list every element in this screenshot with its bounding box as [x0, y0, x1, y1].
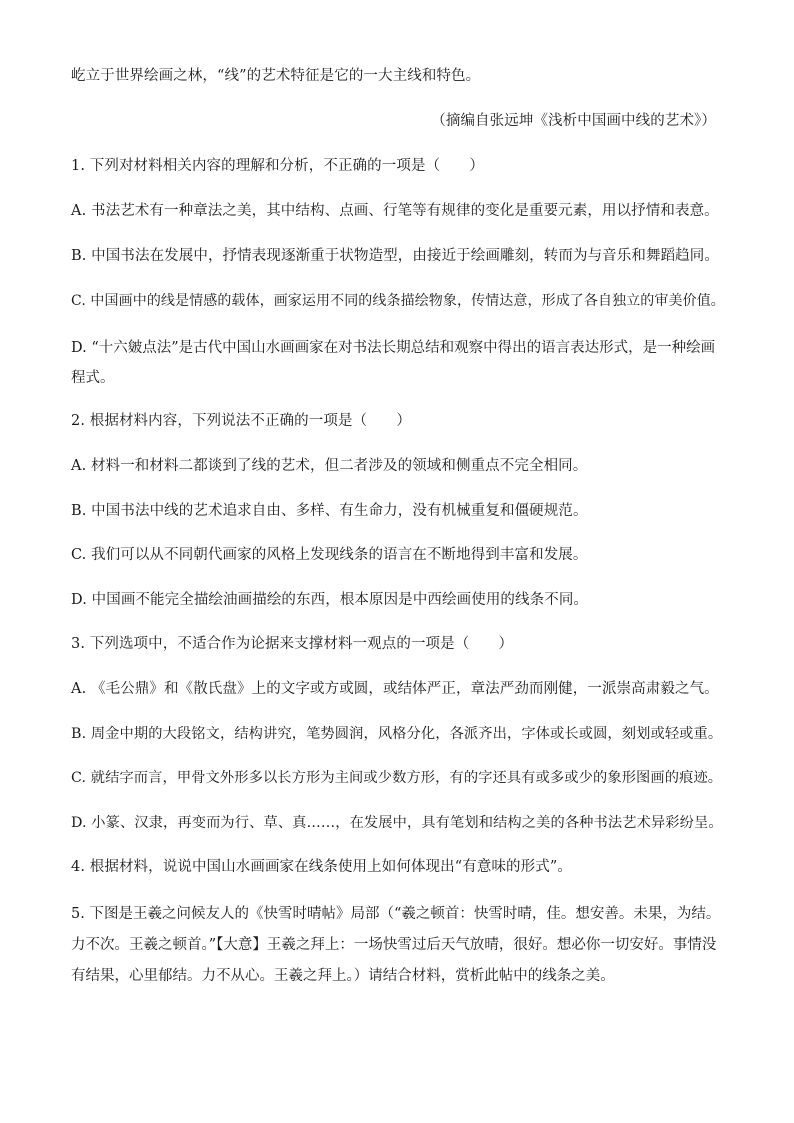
question-3-option-c: C. 就结字而言，甲骨文外形多以长方形为主间或少数方形，有的字还具有或多或少的象形图画的痕迹。: [71, 770, 723, 786]
question-2-stem: 2. 根据材料内容，下列说法不正确的一项是（ ）: [71, 413, 411, 429]
question-1-option-a: A. 书法艺术有一种章法之美，其中结构、点画、行笔等有规律的变化是重要元素，用以抒情和表意。: [71, 203, 719, 219]
question-1-stem: 1. 下列对材料相关内容的理解和分析，不正确的一项是（ ）: [71, 158, 484, 174]
question-2-option-a: A. 材料一和材料二都谈到了线的艺术，但二者涉及的领域和侧重点不完全相同。: [71, 458, 588, 474]
question-2-option-b: B. 中国书法中线的艺术追求自由、多样、有生命力，没有机械重复和僵硬规范。: [71, 503, 588, 519]
question-3-option-b: B. 周金中期的大段铭文，结构讲究，笔势圆润，风格分化，各派齐出，字体或长或圆，刻划或轻或重。: [71, 726, 723, 742]
intro-paragraph: 屹立于世界绘画之林，“线”的艺术特征是它的一大主线和特色。: [71, 68, 481, 84]
source-citation: （摘编自张远坤《浅析中国画中线的艺术》）: [431, 113, 716, 129]
question-1-option-d: D. “十六皴点法”是古代中国山水画画家在对书法长期总结和观察中得出的语言表达形式，是一种绘画程式。: [71, 340, 716, 386]
question-3-option-d: D. 小篆、汉隶，再变而为行、草、真……，在发展中，具有笔划和结构之美的各种书法艺术异彩纷呈。: [71, 815, 723, 831]
question-5-stem: 5. 下图是王羲之问候友人的《快雪时晴帖》局部（“羲之顿首：快雪时晴，佳。想安善。未果，为结。力不次。王羲之顿首。”【大意】王羲之拜上：一场快雪过后天气放晴，很好。想必你一切安好。事情没有结果，心里郁结。力不从心。王羲之拜上。）请结合材料，赏析此帖中的线条之美。: [71, 906, 721, 984]
question-3-stem: 3. 下列选项中，不适合作为论据来支撑材料一观点的一项是（ ）: [71, 636, 514, 652]
question-4-stem: 4. 根据材料，说说中国山水画画家在线条使用上如何体现出“有意味的形式”。: [71, 859, 572, 875]
question-3-option-a: A. 《毛公鼎》和《散氏盘》上的文字或方或圆，或结体严正，章法严劲而刚健，一派崇高肃毅之气。: [71, 681, 719, 697]
question-1-option-c: C. 中国画中的线是情感的载体，画家运用不同的线条描绘物象，传情达意，形成了各自独立的审美价值。: [71, 293, 725, 309]
question-1-option-b: B. 中国书法在发展中，抒情表现逐渐重于状物造型，由接近于绘画雕刻，转而为与音乐和舞蹈趋同。: [71, 248, 719, 264]
question-2-option-c: C. 我们可以从不同朝代画家的风格上发现线条的语言在不断地得到丰富和发展。: [71, 547, 588, 563]
question-2-option-d: D. 中国画不能完全描绘油画描绘的东西，根本原因是中西绘画使用的线条不同。: [71, 592, 589, 608]
